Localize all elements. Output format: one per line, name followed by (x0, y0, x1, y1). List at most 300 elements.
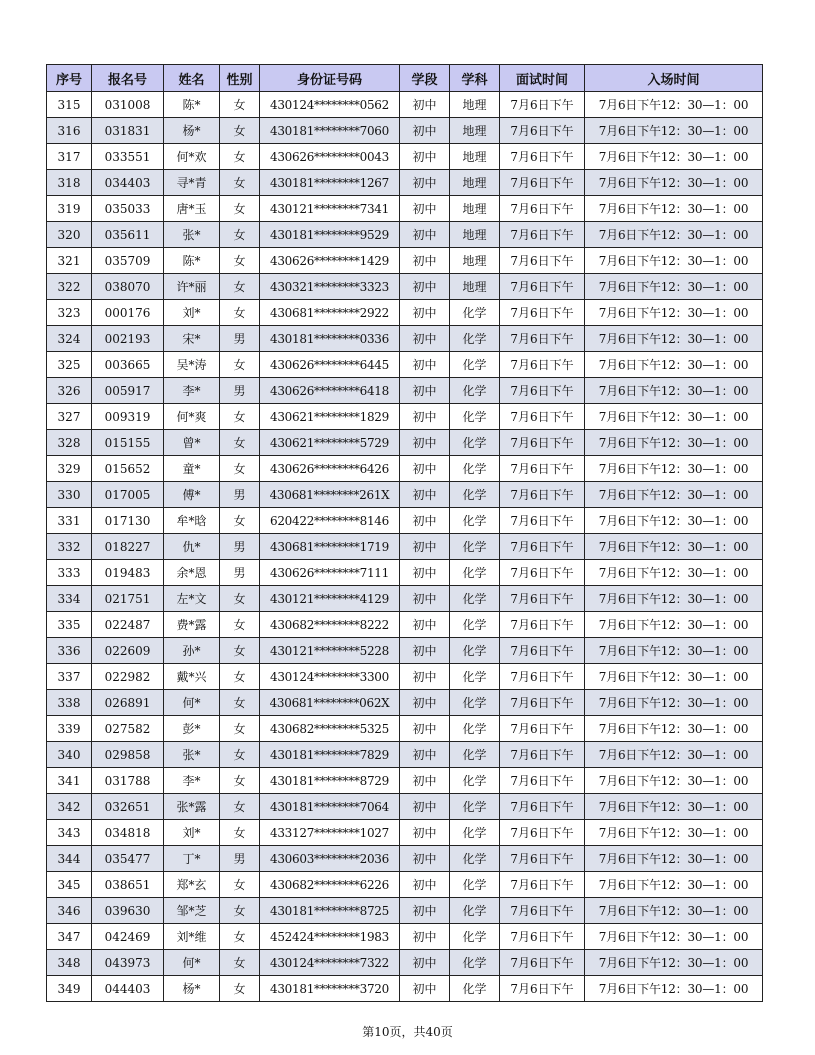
cell-subject: 化学 (450, 690, 500, 716)
cell-reg-no: 022609 (92, 638, 164, 664)
table-row (47, 768, 763, 794)
cell-reg-no: 031008 (92, 92, 164, 118)
table-row (47, 794, 763, 820)
cell-stage: 初中 (400, 768, 450, 794)
cell-entry-time: 7月6日下午12：30—1：00 (585, 144, 763, 170)
cell-seq: 344 (47, 846, 92, 872)
cell-interview-time: 7月6日下午 (500, 300, 585, 326)
cell-seq: 348 (47, 950, 92, 976)
cell-entry-time: 7月6日下午12：30—1：00 (585, 274, 763, 300)
table-row (47, 508, 763, 534)
cell-name: 陈* (164, 248, 220, 274)
cell-stage: 初中 (400, 716, 450, 742)
cell-entry-time: 7月6日下午12：30—1：00 (585, 508, 763, 534)
cell-name: 张* (164, 222, 220, 248)
cell-id-number: 430124********3300 (260, 664, 400, 690)
cell-name: 唐*玉 (164, 196, 220, 222)
cell-gender: 女 (220, 664, 260, 690)
cell-id-number: 430121********5228 (260, 638, 400, 664)
cell-interview-time: 7月6日下午 (500, 820, 585, 846)
cell-reg-no: 019483 (92, 560, 164, 586)
cell-name: 刘* (164, 300, 220, 326)
cell-gender: 女 (220, 898, 260, 924)
cell-stage: 初中 (400, 846, 450, 872)
cell-subject: 化学 (450, 664, 500, 690)
cell-name: 陈* (164, 92, 220, 118)
cell-gender: 女 (220, 508, 260, 534)
cell-interview-time: 7月6日下午 (500, 144, 585, 170)
header-interview-time: 面试时间 (500, 65, 585, 92)
cell-seq: 320 (47, 222, 92, 248)
cell-name: 仇* (164, 534, 220, 560)
cell-subject: 化学 (450, 586, 500, 612)
cell-entry-time: 7月6日下午12：30—1：00 (585, 586, 763, 612)
cell-name: 杨* (164, 118, 220, 144)
cell-id-number: 430124********7322 (260, 950, 400, 976)
header-id-number: 身份证号码 (260, 65, 400, 92)
cell-id-number: 433127********1027 (260, 820, 400, 846)
table-row (47, 196, 763, 222)
table-row (47, 924, 763, 950)
cell-stage: 初中 (400, 898, 450, 924)
cell-id-number: 430121********7341 (260, 196, 400, 222)
cell-id-number: 620422********8146 (260, 508, 400, 534)
table-row (47, 92, 763, 118)
table-row (47, 430, 763, 456)
cell-gender: 女 (220, 768, 260, 794)
cell-gender: 男 (220, 534, 260, 560)
cell-entry-time: 7月6日下午12：30—1：00 (585, 742, 763, 768)
table-row (47, 612, 763, 638)
cell-interview-time: 7月6日下午 (500, 170, 585, 196)
cell-entry-time: 7月6日下午12：30—1：00 (585, 326, 763, 352)
cell-reg-no: 018227 (92, 534, 164, 560)
table-row (47, 456, 763, 482)
cell-stage: 初中 (400, 352, 450, 378)
table-row (47, 560, 763, 586)
cell-id-number: 430681********2922 (260, 300, 400, 326)
cell-interview-time: 7月6日下午 (500, 586, 585, 612)
cell-stage: 初中 (400, 378, 450, 404)
cell-stage: 初中 (400, 456, 450, 482)
cell-gender: 女 (220, 274, 260, 300)
cell-entry-time: 7月6日下午12：30—1：00 (585, 170, 763, 196)
table-row (47, 664, 763, 690)
cell-entry-time: 7月6日下午12：30—1：00 (585, 378, 763, 404)
cell-seq: 323 (47, 300, 92, 326)
cell-seq: 347 (47, 924, 92, 950)
cell-id-number: 430626********6426 (260, 456, 400, 482)
cell-name: 牟*晗 (164, 508, 220, 534)
cell-id-number: 430181********7060 (260, 118, 400, 144)
cell-id-number: 452424********1983 (260, 924, 400, 950)
cell-stage: 初中 (400, 742, 450, 768)
cell-name: 何* (164, 950, 220, 976)
cell-reg-no: 038651 (92, 872, 164, 898)
cell-reg-no: 042469 (92, 924, 164, 950)
cell-stage: 初中 (400, 404, 450, 430)
cell-id-number: 430181********7829 (260, 742, 400, 768)
cell-stage: 初中 (400, 326, 450, 352)
table-row (47, 534, 763, 560)
cell-seq: 345 (47, 872, 92, 898)
cell-stage: 初中 (400, 534, 450, 560)
cell-interview-time: 7月6日下午 (500, 118, 585, 144)
cell-subject: 地理 (450, 196, 500, 222)
cell-seq: 338 (47, 690, 92, 716)
cell-seq: 315 (47, 92, 92, 118)
table-row (47, 586, 763, 612)
cell-interview-time: 7月6日下午 (500, 976, 585, 1002)
cell-stage: 初中 (400, 170, 450, 196)
cell-subject: 化学 (450, 612, 500, 638)
cell-gender: 女 (220, 742, 260, 768)
cell-name: 刘* (164, 820, 220, 846)
cell-entry-time: 7月6日下午12：30—1：00 (585, 300, 763, 326)
table-row (47, 404, 763, 430)
cell-subject: 地理 (450, 222, 500, 248)
cell-subject: 化学 (450, 482, 500, 508)
table-row (47, 326, 763, 352)
cell-gender: 女 (220, 196, 260, 222)
cell-id-number: 430682********6226 (260, 872, 400, 898)
cell-entry-time: 7月6日下午12：30—1：00 (585, 456, 763, 482)
cell-name: 彭* (164, 716, 220, 742)
cell-gender: 女 (220, 222, 260, 248)
cell-stage: 初中 (400, 248, 450, 274)
cell-interview-time: 7月6日下午 (500, 716, 585, 742)
cell-name: 寻*青 (164, 170, 220, 196)
cell-stage: 初中 (400, 274, 450, 300)
cell-interview-time: 7月6日下午 (500, 898, 585, 924)
table-row (47, 950, 763, 976)
cell-interview-time: 7月6日下午 (500, 196, 585, 222)
cell-id-number: 430681********261X (260, 482, 400, 508)
cell-seq: 333 (47, 560, 92, 586)
cell-name: 孙* (164, 638, 220, 664)
cell-reg-no: 035033 (92, 196, 164, 222)
cell-gender: 女 (220, 300, 260, 326)
cell-stage: 初中 (400, 794, 450, 820)
cell-reg-no: 017130 (92, 508, 164, 534)
table-row (47, 144, 763, 170)
cell-reg-no: 044403 (92, 976, 164, 1002)
cell-stage: 初中 (400, 560, 450, 586)
cell-seq: 329 (47, 456, 92, 482)
cell-reg-no: 039630 (92, 898, 164, 924)
cell-entry-time: 7月6日下午12：30—1：00 (585, 872, 763, 898)
cell-id-number: 430626********1429 (260, 248, 400, 274)
cell-seq: 335 (47, 612, 92, 638)
cell-seq: 341 (47, 768, 92, 794)
cell-stage: 初中 (400, 430, 450, 456)
cell-seq: 340 (47, 742, 92, 768)
cell-reg-no: 029858 (92, 742, 164, 768)
table-row (47, 820, 763, 846)
cell-gender: 女 (220, 924, 260, 950)
cell-reg-no: 009319 (92, 404, 164, 430)
cell-entry-time: 7月6日下午12：30—1：00 (585, 430, 763, 456)
cell-entry-time: 7月6日下午12：30—1：00 (585, 664, 763, 690)
cell-gender: 女 (220, 950, 260, 976)
cell-name: 余*恩 (164, 560, 220, 586)
cell-reg-no: 031788 (92, 768, 164, 794)
cell-name: 傅* (164, 482, 220, 508)
header-seq: 序号 (47, 65, 92, 92)
cell-subject: 化学 (450, 898, 500, 924)
cell-gender: 女 (220, 118, 260, 144)
cell-reg-no: 021751 (92, 586, 164, 612)
cell-subject: 化学 (450, 534, 500, 560)
cell-subject: 化学 (450, 300, 500, 326)
cell-interview-time: 7月6日下午 (500, 768, 585, 794)
cell-subject: 化学 (450, 378, 500, 404)
cell-interview-time: 7月6日下午 (500, 846, 585, 872)
table-row (47, 118, 763, 144)
cell-seq: 336 (47, 638, 92, 664)
cell-interview-time: 7月6日下午 (500, 534, 585, 560)
cell-entry-time: 7月6日下午12：30—1：00 (585, 820, 763, 846)
cell-subject: 地理 (450, 118, 500, 144)
cell-subject: 化学 (450, 976, 500, 1002)
header-gender: 性别 (220, 65, 260, 92)
cell-seq: 318 (47, 170, 92, 196)
table-row (47, 222, 763, 248)
cell-gender: 男 (220, 378, 260, 404)
cell-name: 何* (164, 690, 220, 716)
cell-id-number: 430181********3720 (260, 976, 400, 1002)
cell-interview-time: 7月6日下午 (500, 326, 585, 352)
cell-id-number: 430681********1719 (260, 534, 400, 560)
cell-interview-time: 7月6日下午 (500, 950, 585, 976)
cell-interview-time: 7月6日下午 (500, 378, 585, 404)
cell-entry-time: 7月6日下午12：30—1：00 (585, 638, 763, 664)
cell-gender: 女 (220, 144, 260, 170)
cell-subject: 化学 (450, 456, 500, 482)
cell-gender: 女 (220, 794, 260, 820)
cell-seq: 339 (47, 716, 92, 742)
cell-entry-time: 7月6日下午12：30—1：00 (585, 950, 763, 976)
table-row (47, 274, 763, 300)
cell-entry-time: 7月6日下午12：30—1：00 (585, 352, 763, 378)
cell-id-number: 430682********8222 (260, 612, 400, 638)
cell-interview-time: 7月6日下午 (500, 456, 585, 482)
cell-reg-no: 035477 (92, 846, 164, 872)
cell-id-number: 430681********062X (260, 690, 400, 716)
cell-reg-no: 022982 (92, 664, 164, 690)
cell-id-number: 430181********8729 (260, 768, 400, 794)
cell-reg-no: 015652 (92, 456, 164, 482)
cell-reg-no: 035611 (92, 222, 164, 248)
cell-seq: 349 (47, 976, 92, 1002)
cell-stage: 初中 (400, 612, 450, 638)
header-row (47, 65, 763, 92)
cell-id-number: 430626********6418 (260, 378, 400, 404)
cell-name: 童* (164, 456, 220, 482)
cell-gender: 女 (220, 690, 260, 716)
table-row (47, 378, 763, 404)
table-row (47, 898, 763, 924)
cell-id-number: 430626********6445 (260, 352, 400, 378)
cell-stage: 初中 (400, 482, 450, 508)
cell-name: 丁* (164, 846, 220, 872)
cell-interview-time: 7月6日下午 (500, 482, 585, 508)
table-row (47, 690, 763, 716)
cell-subject: 化学 (450, 924, 500, 950)
table-row (47, 170, 763, 196)
cell-name: 何*爽 (164, 404, 220, 430)
cell-id-number: 430682********5325 (260, 716, 400, 742)
cell-reg-no: 015155 (92, 430, 164, 456)
table-row (47, 716, 763, 742)
cell-gender: 女 (220, 716, 260, 742)
cell-subject: 化学 (450, 950, 500, 976)
page-number: 第10页，共40页 (362, 1025, 453, 1039)
cell-interview-time: 7月6日下午 (500, 924, 585, 950)
cell-subject: 化学 (450, 638, 500, 664)
cell-interview-time: 7月6日下午 (500, 274, 585, 300)
table-row (47, 248, 763, 274)
cell-interview-time: 7月6日下午 (500, 638, 585, 664)
cell-interview-time: 7月6日下午 (500, 560, 585, 586)
cell-interview-time: 7月6日下午 (500, 872, 585, 898)
cell-entry-time: 7月6日下午12：30—1：00 (585, 222, 763, 248)
cell-name: 刘*维 (164, 924, 220, 950)
cell-name: 张* (164, 742, 220, 768)
cell-seq: 342 (47, 794, 92, 820)
cell-subject: 地理 (450, 170, 500, 196)
cell-stage: 初中 (400, 872, 450, 898)
cell-reg-no: 035709 (92, 248, 164, 274)
cell-reg-no: 005917 (92, 378, 164, 404)
cell-name: 邹*芝 (164, 898, 220, 924)
cell-gender: 女 (220, 872, 260, 898)
cell-name: 左*文 (164, 586, 220, 612)
cell-name: 戴*兴 (164, 664, 220, 690)
cell-gender: 女 (220, 170, 260, 196)
cell-id-number: 430181********1267 (260, 170, 400, 196)
cell-seq: 319 (47, 196, 92, 222)
cell-entry-time: 7月6日下午12：30—1：00 (585, 92, 763, 118)
cell-reg-no: 003665 (92, 352, 164, 378)
cell-reg-no: 022487 (92, 612, 164, 638)
cell-stage: 初中 (400, 664, 450, 690)
cell-interview-time: 7月6日下午 (500, 248, 585, 274)
table-row (47, 482, 763, 508)
cell-seq: 322 (47, 274, 92, 300)
cell-seq: 334 (47, 586, 92, 612)
cell-interview-time: 7月6日下午 (500, 404, 585, 430)
cell-reg-no: 034403 (92, 170, 164, 196)
cell-interview-time: 7月6日下午 (500, 430, 585, 456)
cell-name: 郑*玄 (164, 872, 220, 898)
cell-subject: 化学 (450, 872, 500, 898)
cell-subject: 化学 (450, 846, 500, 872)
cell-id-number: 430124********0562 (260, 92, 400, 118)
cell-interview-time: 7月6日下午 (500, 742, 585, 768)
cell-gender: 女 (220, 352, 260, 378)
cell-reg-no: 033551 (92, 144, 164, 170)
cell-name: 吴*涛 (164, 352, 220, 378)
cell-gender: 女 (220, 92, 260, 118)
cell-reg-no: 034818 (92, 820, 164, 846)
cell-subject: 地理 (450, 248, 500, 274)
header-stage: 学段 (400, 65, 450, 92)
cell-name: 李* (164, 768, 220, 794)
cell-reg-no: 002193 (92, 326, 164, 352)
table-row (47, 846, 763, 872)
cell-id-number: 430181********7064 (260, 794, 400, 820)
cell-entry-time: 7月6日下午12：30—1：00 (585, 404, 763, 430)
cell-seq: 343 (47, 820, 92, 846)
cell-gender: 女 (220, 456, 260, 482)
cell-interview-time: 7月6日下午 (500, 508, 585, 534)
cell-gender: 女 (220, 248, 260, 274)
cell-stage: 初中 (400, 300, 450, 326)
cell-seq: 328 (47, 430, 92, 456)
cell-interview-time: 7月6日下午 (500, 690, 585, 716)
cell-seq: 316 (47, 118, 92, 144)
cell-entry-time: 7月6日下午12：30—1：00 (585, 482, 763, 508)
cell-subject: 化学 (450, 794, 500, 820)
cell-name: 李* (164, 378, 220, 404)
cell-id-number: 430121********4129 (260, 586, 400, 612)
cell-id-number: 430626********7111 (260, 560, 400, 586)
cell-subject: 化学 (450, 742, 500, 768)
cell-reg-no: 027582 (92, 716, 164, 742)
cell-gender: 男 (220, 326, 260, 352)
cell-gender: 男 (220, 560, 260, 586)
candidate-table (46, 64, 763, 1002)
cell-id-number: 430621********1829 (260, 404, 400, 430)
cell-entry-time: 7月6日下午12：30—1：00 (585, 248, 763, 274)
cell-seq: 321 (47, 248, 92, 274)
header-subject: 学科 (450, 65, 500, 92)
cell-interview-time: 7月6日下午 (500, 352, 585, 378)
cell-gender: 女 (220, 976, 260, 1002)
cell-gender: 女 (220, 404, 260, 430)
cell-stage: 初中 (400, 924, 450, 950)
cell-stage: 初中 (400, 508, 450, 534)
cell-stage: 初中 (400, 92, 450, 118)
cell-subject: 化学 (450, 560, 500, 586)
cell-name: 费*露 (164, 612, 220, 638)
cell-name: 曾* (164, 430, 220, 456)
cell-interview-time: 7月6日下午 (500, 794, 585, 820)
cell-seq: 326 (47, 378, 92, 404)
cell-reg-no: 017005 (92, 482, 164, 508)
cell-entry-time: 7月6日下午12：30—1：00 (585, 612, 763, 638)
cell-subject: 地理 (450, 92, 500, 118)
cell-entry-time: 7月6日下午12：30—1：00 (585, 898, 763, 924)
cell-id-number: 430621********5729 (260, 430, 400, 456)
cell-seq: 337 (47, 664, 92, 690)
cell-id-number: 430603********2036 (260, 846, 400, 872)
cell-gender: 男 (220, 846, 260, 872)
cell-subject: 化学 (450, 326, 500, 352)
cell-subject: 地理 (450, 274, 500, 300)
table-body (47, 92, 763, 1002)
cell-reg-no: 031831 (92, 118, 164, 144)
cell-name: 何*欢 (164, 144, 220, 170)
cell-seq: 317 (47, 144, 92, 170)
table-row (47, 638, 763, 664)
cell-seq: 331 (47, 508, 92, 534)
cell-entry-time: 7月6日下午12：30—1：00 (585, 560, 763, 586)
cell-seq: 325 (47, 352, 92, 378)
cell-entry-time: 7月6日下午12：30—1：00 (585, 976, 763, 1002)
table-row (47, 872, 763, 898)
